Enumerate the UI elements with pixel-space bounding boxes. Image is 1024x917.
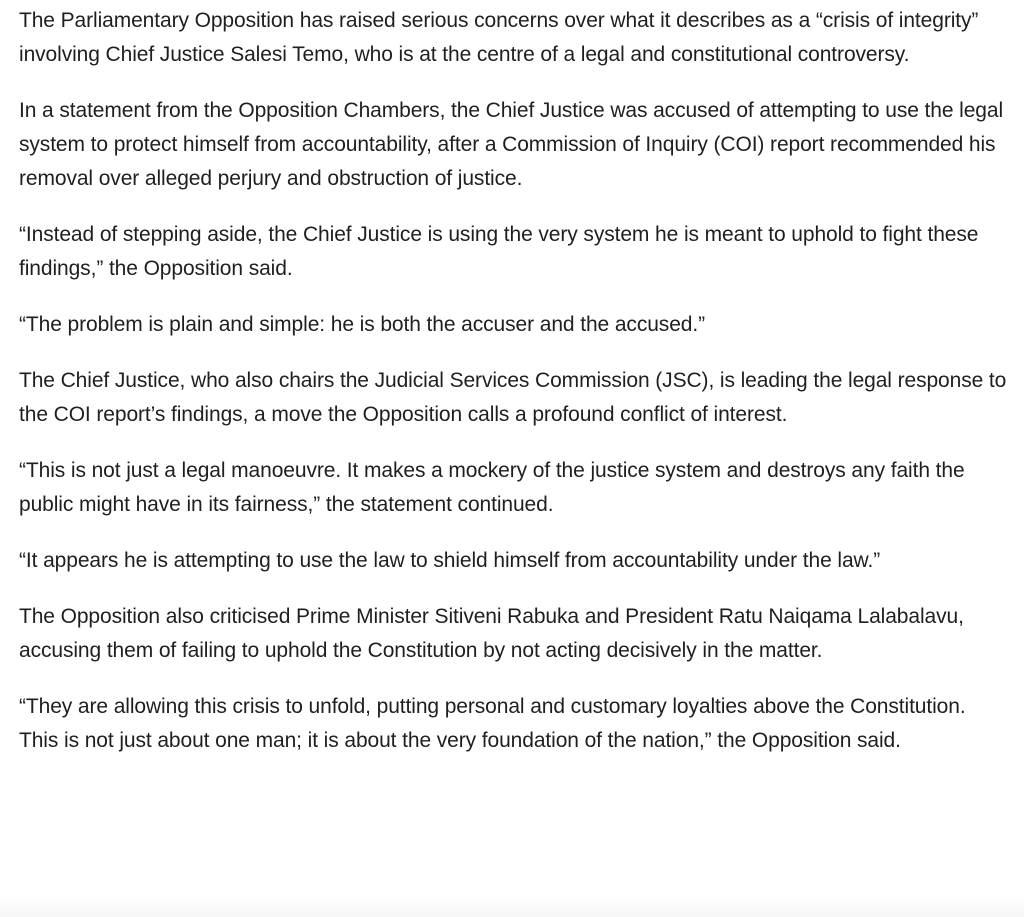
paragraph: The Opposition also criticised Prime Minister Sitiveni Rabuka and President Ratu Naiqama Lalabalavu, accusing them of failing to uphold the Constitution by not acting decisively in the matter.: [19, 605, 964, 662]
paragraph: In a statement from the Opposition Chambers, the Chief Justice was accused of attempting to use the legal system to protect himself from accountability, after a Commission of Inquiry (COI) report recommended his removal over alleged perjury and obstruction of justice.: [19, 99, 1004, 190]
bottom-fade: [0, 895, 1024, 917]
paragraph: “The problem is plain and simple: he is both the accuser and the accused.”: [19, 313, 705, 336]
paragraph: “It appears he is attempting to use the law to shield himself from accountability under the law.”: [19, 549, 881, 572]
paragraph: “This is not just a legal manoeuvre. It makes a mockery of the justice system and destroys any faith the public might have in its fairness,” the statement continued.: [19, 459, 965, 516]
paragraph: The Parliamentary Opposition has raised serious concerns over what it describes as a “crisis of integrity” involving Chief Justice Salesi Temo, who is at the centre of a legal and constitutional controversy.: [19, 9, 979, 66]
paragraph: “Instead of stepping aside, the Chief Justice is using the very system he is meant to uphold to fight these findings,” the Opposition said.: [19, 223, 979, 280]
paragraph: “They are allowing this crisis to unfold, putting personal and customary loyalties above the Constitution. This is not just about one man; it is about the very foundation of the nation,” the Opposition said.: [19, 695, 966, 752]
article-body: [19, 4, 1009, 780]
paragraph: The Chief Justice, who also chairs the Judicial Services Commission (JSC), is leading the legal response to the COI report’s findings, a move the Opposition calls a profound conflict of interest.: [19, 369, 1007, 426]
